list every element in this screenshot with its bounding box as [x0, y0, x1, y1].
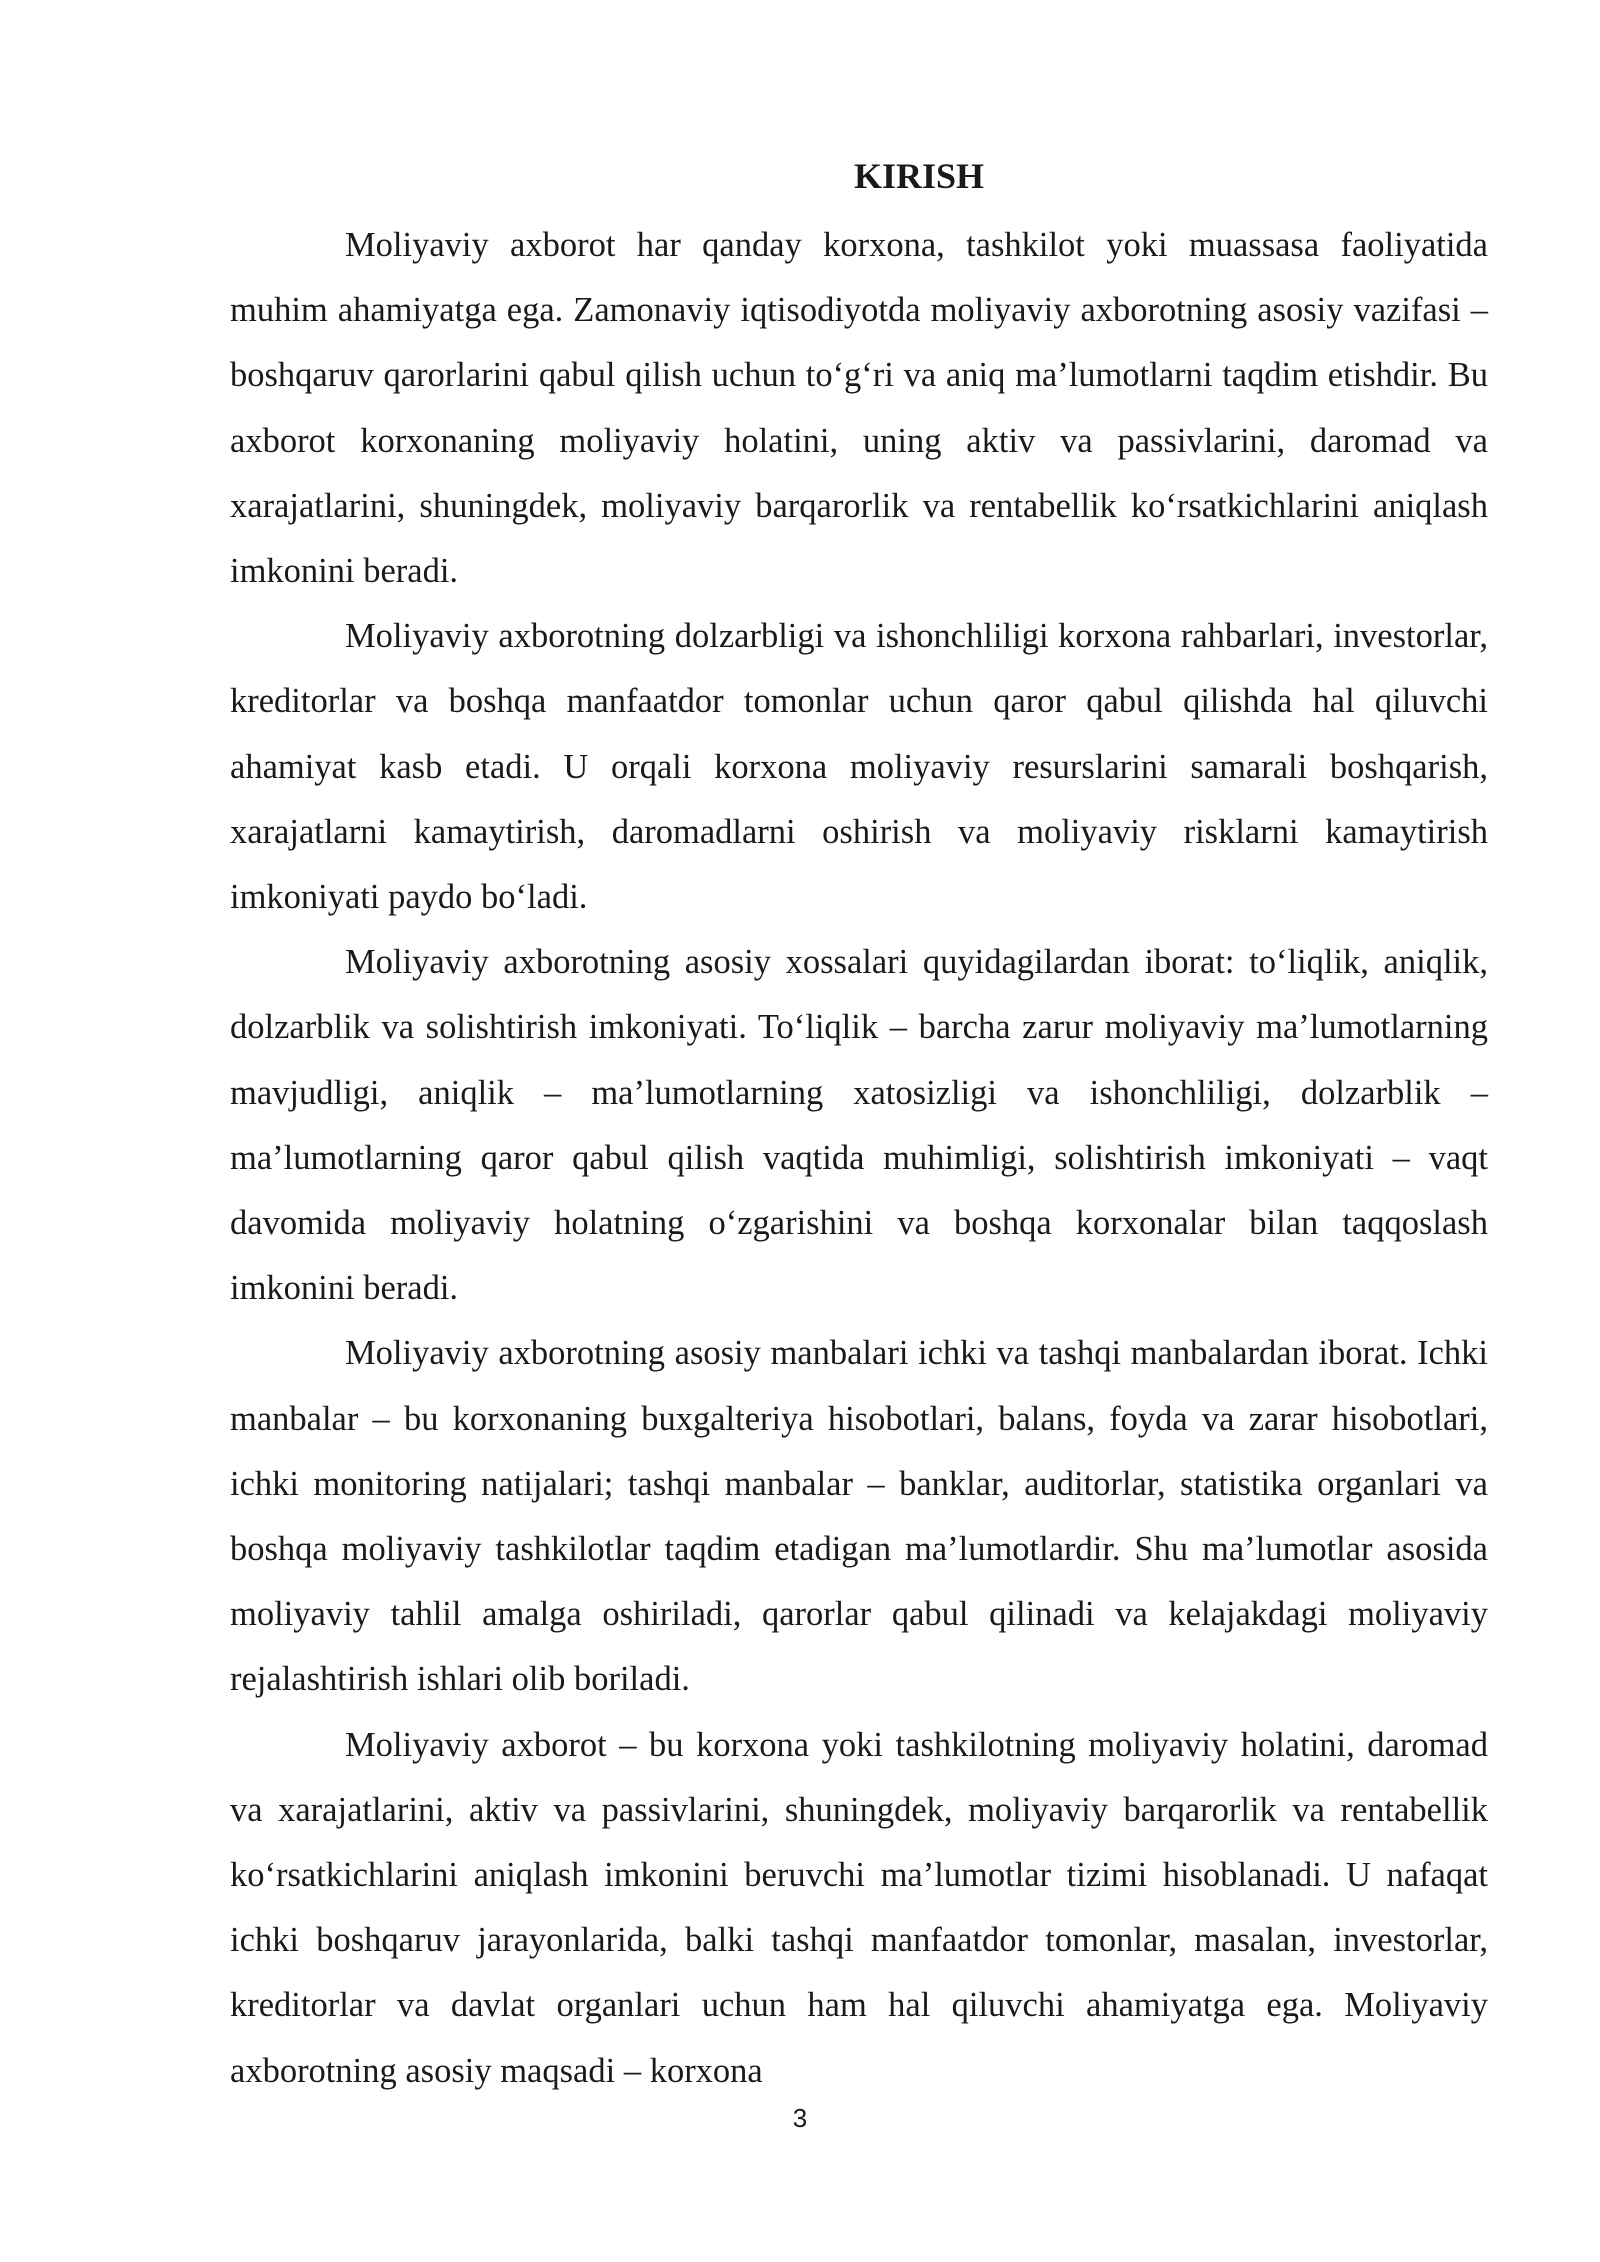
paragraph-2: Moliyaviy axborotning dolzarbligi va ishonchliligi korxona rahbarlari, investorlar, kreditorlar va boshqa manfaatdor tomonlar uchun qaror qabul qilishda hal qiluvchi ahamiyat kasb etadi. U orqali korxona moliyaviy resurslarini samarali boshqarish, xarajatlarni kamaytirish, daromadlarni oshirish va moliyaviy risklarni kamaytirish imkoniyati paydo bo‘ladi.: [230, 617, 1488, 917]
paragraph-4: Moliyaviy axborotning asosiy manbalari ichki va tashqi manbalardan iborat. Ichki manbalar – bu korxonaning buxgalteriya hisobotlari, balans, foyda va zarar hisobotlari, ichki monitoring natijalari; tashqi manbalar – banklar, auditorlar, statistika organlari va boshqa moliyaviy tashkilotlar taqdim etadigan ma’lumotlardir. Shu ma’lumotlar asosida moliyaviy tahlil amalga oshiriladi, qarorlar qabul qilinadi va kelajakdagi moliyaviy rejalashtirish ishlari olib boriladi.: [230, 1334, 1488, 1699]
paragraph-3: Moliyaviy axborotning asosiy xossalari quyidagilardan iborat: to‘liqlik, aniqlik, dolzarblik va solishtirish imkoniyati. To‘liqlik – barcha zarur moliyaviy ma’lumotlarning mavjudligi, aniqlik – ma’lumotlarning xatosizligi va ishonchliligi, dolzarblik – ma’lumotlarning qaror qabul qilish vaqtida muhimligi, solishtirish imkoniyati – vaqt davomida moliyaviy holatning o‘zgarishini va boshqa korxonalar bilan taqqoslash imkonini beradi.: [230, 943, 1488, 1308]
paragraph-5: Moliyaviy axborot – bu korxona yoki tashkilotning moliyaviy holatini, daromad va xarajatlarini, aktiv va passivlarini, shuningdek, moliyaviy barqarorlik va rentabellik ko‘rsatkichlarini aniqlash imkonini beruvchi ma’lumotlar tizimi hisoblanadi. U nafaqat ichki boshqaruv jarayonlarida, balki tashqi manfaatdor tomonlar, masalan, investorlar, kreditorlar va davlat organlari uchun ham hal qiluvchi ahamiyatga ega. Moliyaviy axborotning asosiy maqsadi – korxona: [230, 1725, 1488, 2090]
page-number: 3: [792, 2103, 808, 2133]
section-heading: KIRISH: [853, 156, 985, 196]
paragraph-1: Moliyaviy axborot har qanday korxona, tashkilot yoki muassasa faoliyatida muhim ahamiyatga ega. Zamonaviy iqtisodiyotda moliyaviy axborotning asosiy vazifasi – boshqaruv qarorlarini qabul qilish uchun to‘g‘ri va aniq ma’lumotlarni taqdim etishdir. Bu axborot korxonaning moliyaviy holatini, uning aktiv va passivlarini, daromad va xarajatlarini, shuningdek, moliyaviy barqarorlik va rentabellik ko‘rsatkichlarini aniqlash imkonini beradi.: [230, 226, 1488, 591]
page-content: [230, 148, 1488, 2104]
